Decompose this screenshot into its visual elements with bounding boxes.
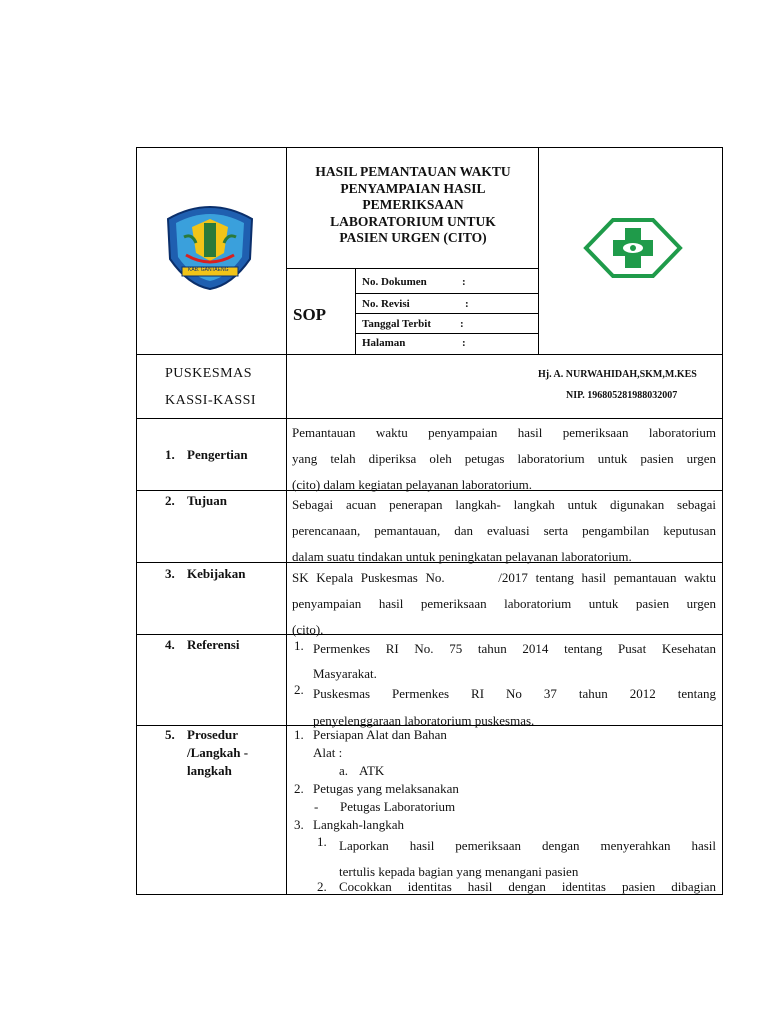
title-line-1: HASIL PEMANTAUAN WAKTU	[315, 164, 511, 179]
divider-sop-meta	[355, 268, 356, 354]
divider-meta-2	[355, 313, 539, 314]
meta-issue-date-label: Tanggal Terbit	[362, 318, 431, 330]
step-2-number: 2.	[294, 781, 304, 796]
substep-1-line-1: Laporkan hasil pemeriksaan dengan menyerahkan hasil	[339, 838, 716, 853]
signer-name: Hj. A. NURWAHIDAH,SKM,M.KES	[538, 369, 697, 380]
reference-1-number: 1.	[294, 638, 304, 653]
section-5-label-line-1: Prosedur	[187, 727, 239, 742]
substep-2-body	[339, 879, 716, 894]
reference-2-body	[313, 680, 716, 734]
divider-meta-1	[355, 293, 539, 294]
regional-emblem-logo	[162, 197, 258, 293]
document-title	[288, 164, 538, 247]
section-3-line-2: penyampaian hasil pemeriksaan laboratorium untuk pasien urgen	[292, 596, 716, 611]
divider-header-end	[136, 354, 723, 355]
emblem-caption: KAB. GANTAENG	[188, 267, 229, 273]
border-right	[722, 147, 723, 895]
section-5-number: 5.	[165, 727, 175, 742]
meta-page-value: :	[462, 337, 466, 349]
title-line-2: PENYAMPAIAN HASIL	[340, 180, 486, 196]
signer-nip: NIP. 196805281988032007	[566, 390, 678, 401]
substep-1-number: 1.	[317, 834, 327, 849]
title-line-3: PEMERIKSAAN	[362, 197, 464, 212]
section-2-line-3: dalam suatu tindakan untuk peningkatan pelayanan laboratorium.	[292, 549, 632, 564]
reference-2-line-1: Puskesmas Permenkes RI No 37 tahun 2012 tentang	[313, 686, 716, 701]
section-3-line-3: (cito).	[292, 622, 324, 637]
meta-issue-date-value: :	[460, 318, 464, 330]
section-4-number: 4.	[165, 637, 175, 652]
divider-title-meta	[286, 268, 539, 269]
section-1-label: Pengertian	[187, 447, 248, 462]
border-bottom	[136, 894, 723, 895]
section-1-number: 1.	[165, 447, 175, 462]
section-1-line-2: yang telah diperiksa oleh petugas laboratorium untuk pasien urgen	[292, 451, 716, 466]
step-2-sub-text: Petugas Laboratorium	[340, 799, 456, 814]
divider-org-end	[136, 418, 723, 419]
step-1-text: Persiapan Alat dan Bahan	[313, 727, 447, 742]
divider-main-col	[286, 147, 287, 895]
title-line-4: LABORATORIUM UNTUK	[330, 213, 496, 229]
meta-revision-value: :	[465, 298, 469, 310]
puskesmas-logo	[583, 216, 683, 280]
sop-document	[136, 147, 723, 895]
section-1-line-3: (cito) dalam kegiatan pelayanan laboratorium.	[292, 477, 533, 492]
section-2-line-2: perencanaan, pemantauan, dan evaluasi serta pengambilan keputusan	[292, 523, 716, 538]
section-2-body	[292, 492, 716, 570]
meta-doc-number-value: :	[462, 276, 466, 288]
section-3-line-1: SK Kepala Puskesmas No. /2017 tentang hasil pemantauan waktu	[292, 570, 716, 585]
section-3-number: 3.	[165, 566, 175, 581]
section-3-label: Kebijakan	[187, 566, 246, 581]
section-1-body	[292, 420, 716, 498]
substep-2-line-1: Cocokkan identitas hasil dengan identitas pasien dibagian	[339, 879, 716, 894]
substep-1-line-2: tertulis kepada bagian yang menangani pasien	[339, 864, 579, 879]
section-5-label-line-2: /Langkah -	[187, 745, 249, 760]
meta-page-label: Halaman	[362, 337, 406, 349]
step-1-a-text: ATK	[359, 763, 385, 778]
section-2-line-1: Sebagai acuan penerapan langkah- langkah untuk digunakan sebagai	[292, 497, 716, 512]
reference-2-number: 2.	[294, 682, 304, 697]
substep-1-body	[339, 833, 716, 885]
border-top	[136, 147, 723, 148]
reference-1-line-1: Permenkes RI No. 75 tahun 2014 tentang Pusat Kesehatan	[313, 641, 716, 656]
meta-doc-number-label: No. Dokumen	[362, 276, 427, 288]
org-name-line-2: KASSI-KASSI	[165, 393, 257, 408]
section-4-label: Referensi	[187, 637, 240, 652]
step-1-sub: Alat :	[313, 745, 343, 760]
section-2-label: Tujuan	[187, 493, 227, 508]
sop-label: SOP	[293, 305, 327, 324]
meta-revision-label: No. Revisi	[362, 298, 410, 310]
substep-2-number: 2.	[317, 879, 327, 894]
border-left	[136, 147, 137, 895]
section-1-line-1: Pemantauan waktu penyampaian hasil pemeriksaan laboratorium	[292, 425, 716, 440]
org-name-line-1: PUSKESMAS	[165, 366, 252, 381]
section-5-label-line-3: langkah	[187, 763, 232, 778]
title-line-5: PASIEN URGEN (CITO)	[339, 230, 487, 245]
step-2-sub-bullet: -	[314, 799, 319, 814]
section-2-number: 2.	[165, 493, 175, 508]
divider-meta-3	[355, 333, 539, 334]
step-3-number: 3.	[294, 817, 304, 832]
step-2-text: Petugas yang melaksanakan	[313, 781, 459, 796]
reference-2-line-2: penyelenggaraan laboratorium puskesmas.	[313, 713, 535, 728]
step-1-number: 1.	[294, 727, 304, 742]
divider-header-right	[538, 147, 539, 354]
step-3-text: Langkah-langkah	[313, 817, 404, 832]
section-3-body	[292, 565, 716, 643]
reference-1-line-2: Masyarakat.	[313, 666, 377, 681]
reference-1-body	[313, 636, 716, 686]
step-1-a-number: a.	[339, 763, 349, 778]
